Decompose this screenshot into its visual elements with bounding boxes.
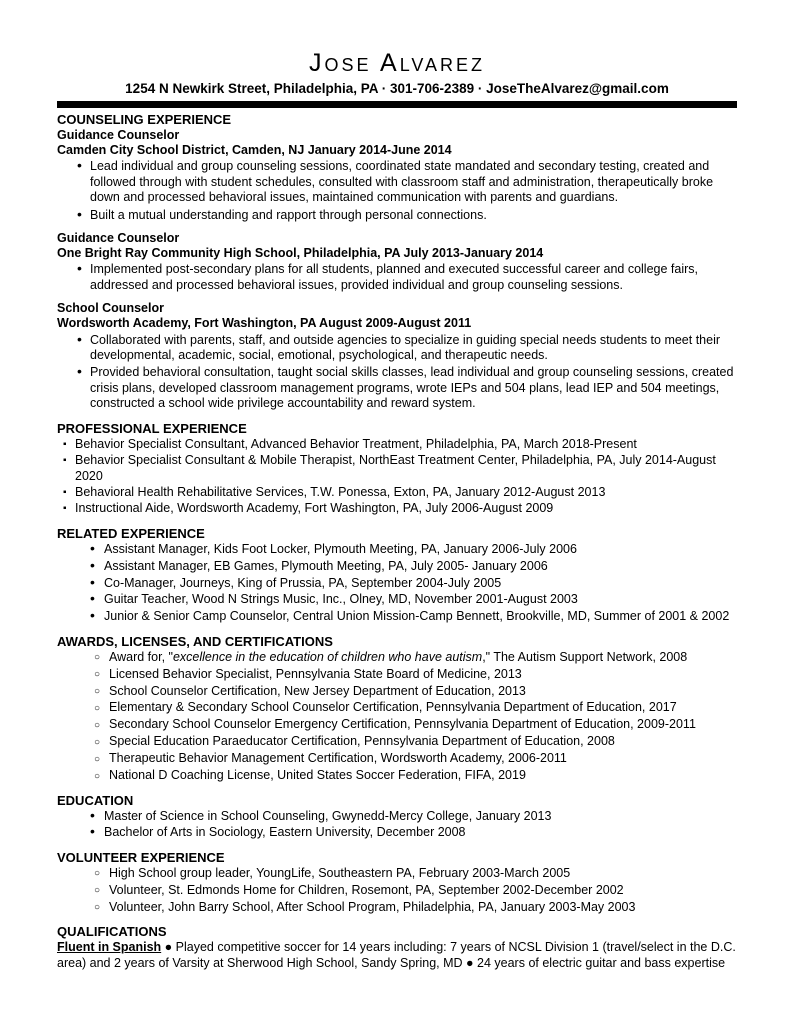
award-item — [109, 650, 737, 665]
section-awards-licenses-certifications — [57, 634, 737, 784]
related-item: • Junior & Senior Camp Counselor, Central Union Mission-Camp Bennett, Brookville, MD, Summer of 2001 & 2002 — [104, 609, 737, 624]
job-bullet: • Lead individual and group counseling sessions, coordinated state mandated and secondary testing, created and followed through with student schedules, consulted with classroom staff and administration, therapeutically broke down and processed behavioral issues, maintained communication with parents and guardians. — [90, 159, 737, 205]
professional-item: ▪ Instructional Aide, Wordsworth Academy, Fort Washington, PA, July 2006-August 2009 — [75, 501, 737, 516]
qualifications-lead: Fluent in Spanish — [57, 940, 162, 955]
education-list — [57, 809, 737, 841]
award-item: ○ Licensed Behavior Specialist, Pennsylvania State Board of Medicine, 2013 — [109, 667, 737, 682]
section-heading: EDUCATION — [57, 792, 134, 808]
award-text-suffix: ," The Autism Support Network, 2008 — [482, 649, 688, 664]
award-item: ○ Therapeutic Behavior Management Certification, Wordsworth Academy, 2006-2011 — [109, 751, 737, 766]
professional-list — [57, 437, 737, 517]
qualifications-rest: ● Played competitive soccer for 14 years including: 7 years of NCSL Division 1 (travel/select in the D.C. area) and 2 years of Varsity at Sherwood High School, Sandy Spring, MD ● 24 years of electric guitar and bass expertise — [57, 940, 736, 970]
section-volunteer-experience — [57, 850, 737, 915]
resume-header — [57, 50, 737, 108]
job-bullet: • Built a mutual understanding and rapport through personal connections. — [90, 208, 737, 223]
section-heading: VOLUNTEER EXPERIENCE — [57, 849, 225, 865]
section-heading: PROFESSIONAL EXPERIENCE — [57, 420, 247, 436]
job-org-dates: Wordsworth Academy, Fort Washington, PA August 2009-August 2011 — [57, 316, 472, 331]
contact-line: 1254 N Newkirk Street, Philadelphia, PA · 301-706-2389 · JoseTheAlvarez@gmail.com — [125, 81, 669, 96]
volunteer-item: ○ Volunteer, St. Edmonds Home for Children, Rosemont, PA, September 2002-December 2002 — [109, 883, 737, 898]
job-bullet: • Provided behavioral consultation, taught social skills classes, lead individual and group counseling sessions, created crisis plans, developed classroom management programs, wrote IEPs and 504 plans, lead IEP and 504 meetings, constructed a school wide privilege accountability and reward system. — [90, 365, 737, 411]
job-role: School Counselor — [57, 301, 164, 316]
award-item: ○ School Counselor Certification, New Jersey Department of Education, 2013 — [109, 684, 737, 699]
job-bullet: • Collaborated with parents, staff, and outside agencies to specialize in guiding special needs students to meet their developmental, academic, social, emotional, psychological, and therapeutic needs. — [90, 333, 737, 364]
job-role: Guidance Counselor — [57, 231, 180, 246]
volunteer-item: ○ Volunteer, John Barry School, After School Program, Philadelphia, PA, January 2003-May 2003 — [109, 900, 737, 915]
professional-item: ▪ Behavior Specialist Consultant, Advanced Behavior Treatment, Philadelphia, PA, March 2018-Present — [75, 437, 737, 452]
related-item: • Assistant Manager, Kids Foot Locker, Plymouth Meeting, PA, January 2006-July 2006 — [104, 542, 737, 557]
related-item: • Guitar Teacher, Wood N Strings Music, Inc., Olney, MD, November 2001-August 2003 — [104, 592, 737, 607]
award-text-italic: excellence in the education of children who have autism — [172, 649, 483, 664]
header-divider — [57, 101, 737, 108]
award-item: ○ National D Coaching License, United States Soccer Federation, FIFA, 2019 — [109, 768, 737, 783]
award-item: ○ Special Education Paraeducator Certification, Pennsylvania Department of Education, 2008 — [109, 734, 737, 749]
job-entry — [57, 301, 737, 411]
related-item: • Co-Manager, Journeys, King of Prussia, PA, September 2004-July 2005 — [104, 576, 737, 591]
job-bullet: • Implemented post-secondary plans for all students, planned and executed successful career and college fairs, addressed and processed behavioral issues, provided individual and group counseling sessions. — [90, 262, 737, 293]
qualifications-text — [57, 940, 737, 971]
professional-item: ▪ Behavioral Health Rehabilitative Services, T.W. Ponessa, Exton, PA, January 2012-August 2013 — [75, 485, 737, 500]
section-education — [57, 793, 737, 841]
section-heading: COUNSELING EXPERIENCE — [57, 112, 232, 127]
job-org-dates: One Bright Ray Community High School, Philadelphia, PA July 2013-January 2014 — [57, 246, 544, 261]
job-org-dates: Camden City School District, Camden, NJ January 2014-June 2014 — [57, 143, 452, 158]
education-item: • Master of Science in School Counseling, Gwynedd-Mercy College, January 2013 — [104, 809, 737, 824]
job-role: Guidance Counselor — [57, 128, 180, 142]
candidate-name: Jose Alvarez — [308, 49, 486, 77]
job-bullet-list — [57, 262, 737, 293]
award-text-prefix: Award for, " — [109, 649, 173, 664]
awards-list — [57, 650, 737, 784]
job-entry — [57, 128, 737, 223]
volunteer-list — [57, 866, 737, 915]
related-item: • Assistant Manager, EB Games, Plymouth Meeting, PA, July 2005- January 2006 — [104, 559, 737, 574]
section-heading: RELATED EXPERIENCE — [57, 525, 205, 541]
professional-item: ▪ Behavior Specialist Consultant & Mobile Therapist, NorthEast Treatment Center, Philadelphia, PA, July 2014-August 2020 — [75, 453, 737, 484]
volunteer-item: ○ High School group leader, YoungLife, Southeastern PA, February 2003-March 2005 — [109, 866, 737, 881]
section-professional-experience — [57, 421, 737, 517]
section-heading: AWARDS, LICENSES, AND CERTIFICATIONS — [57, 633, 333, 649]
related-list — [57, 542, 737, 625]
award-item: ○ Secondary School Counselor Emergency Certification, Pennsylvania Department of Education, 2009-2011 — [109, 717, 737, 732]
award-item: ○ Elementary & Secondary School Counselor Certification, Pennsylvania Department of Education, 2017 — [109, 700, 737, 715]
section-related-experience — [57, 526, 737, 625]
section-qualifications — [57, 924, 737, 971]
section-counseling-experience — [57, 112, 737, 412]
education-item: • Bachelor of Arts in Sociology, Eastern University, December 2008 — [104, 825, 737, 840]
job-bullet-list — [57, 333, 737, 412]
section-heading: QUALIFICATIONS — [57, 924, 167, 940]
job-entry — [57, 231, 737, 293]
job-bullet-list — [57, 159, 737, 223]
